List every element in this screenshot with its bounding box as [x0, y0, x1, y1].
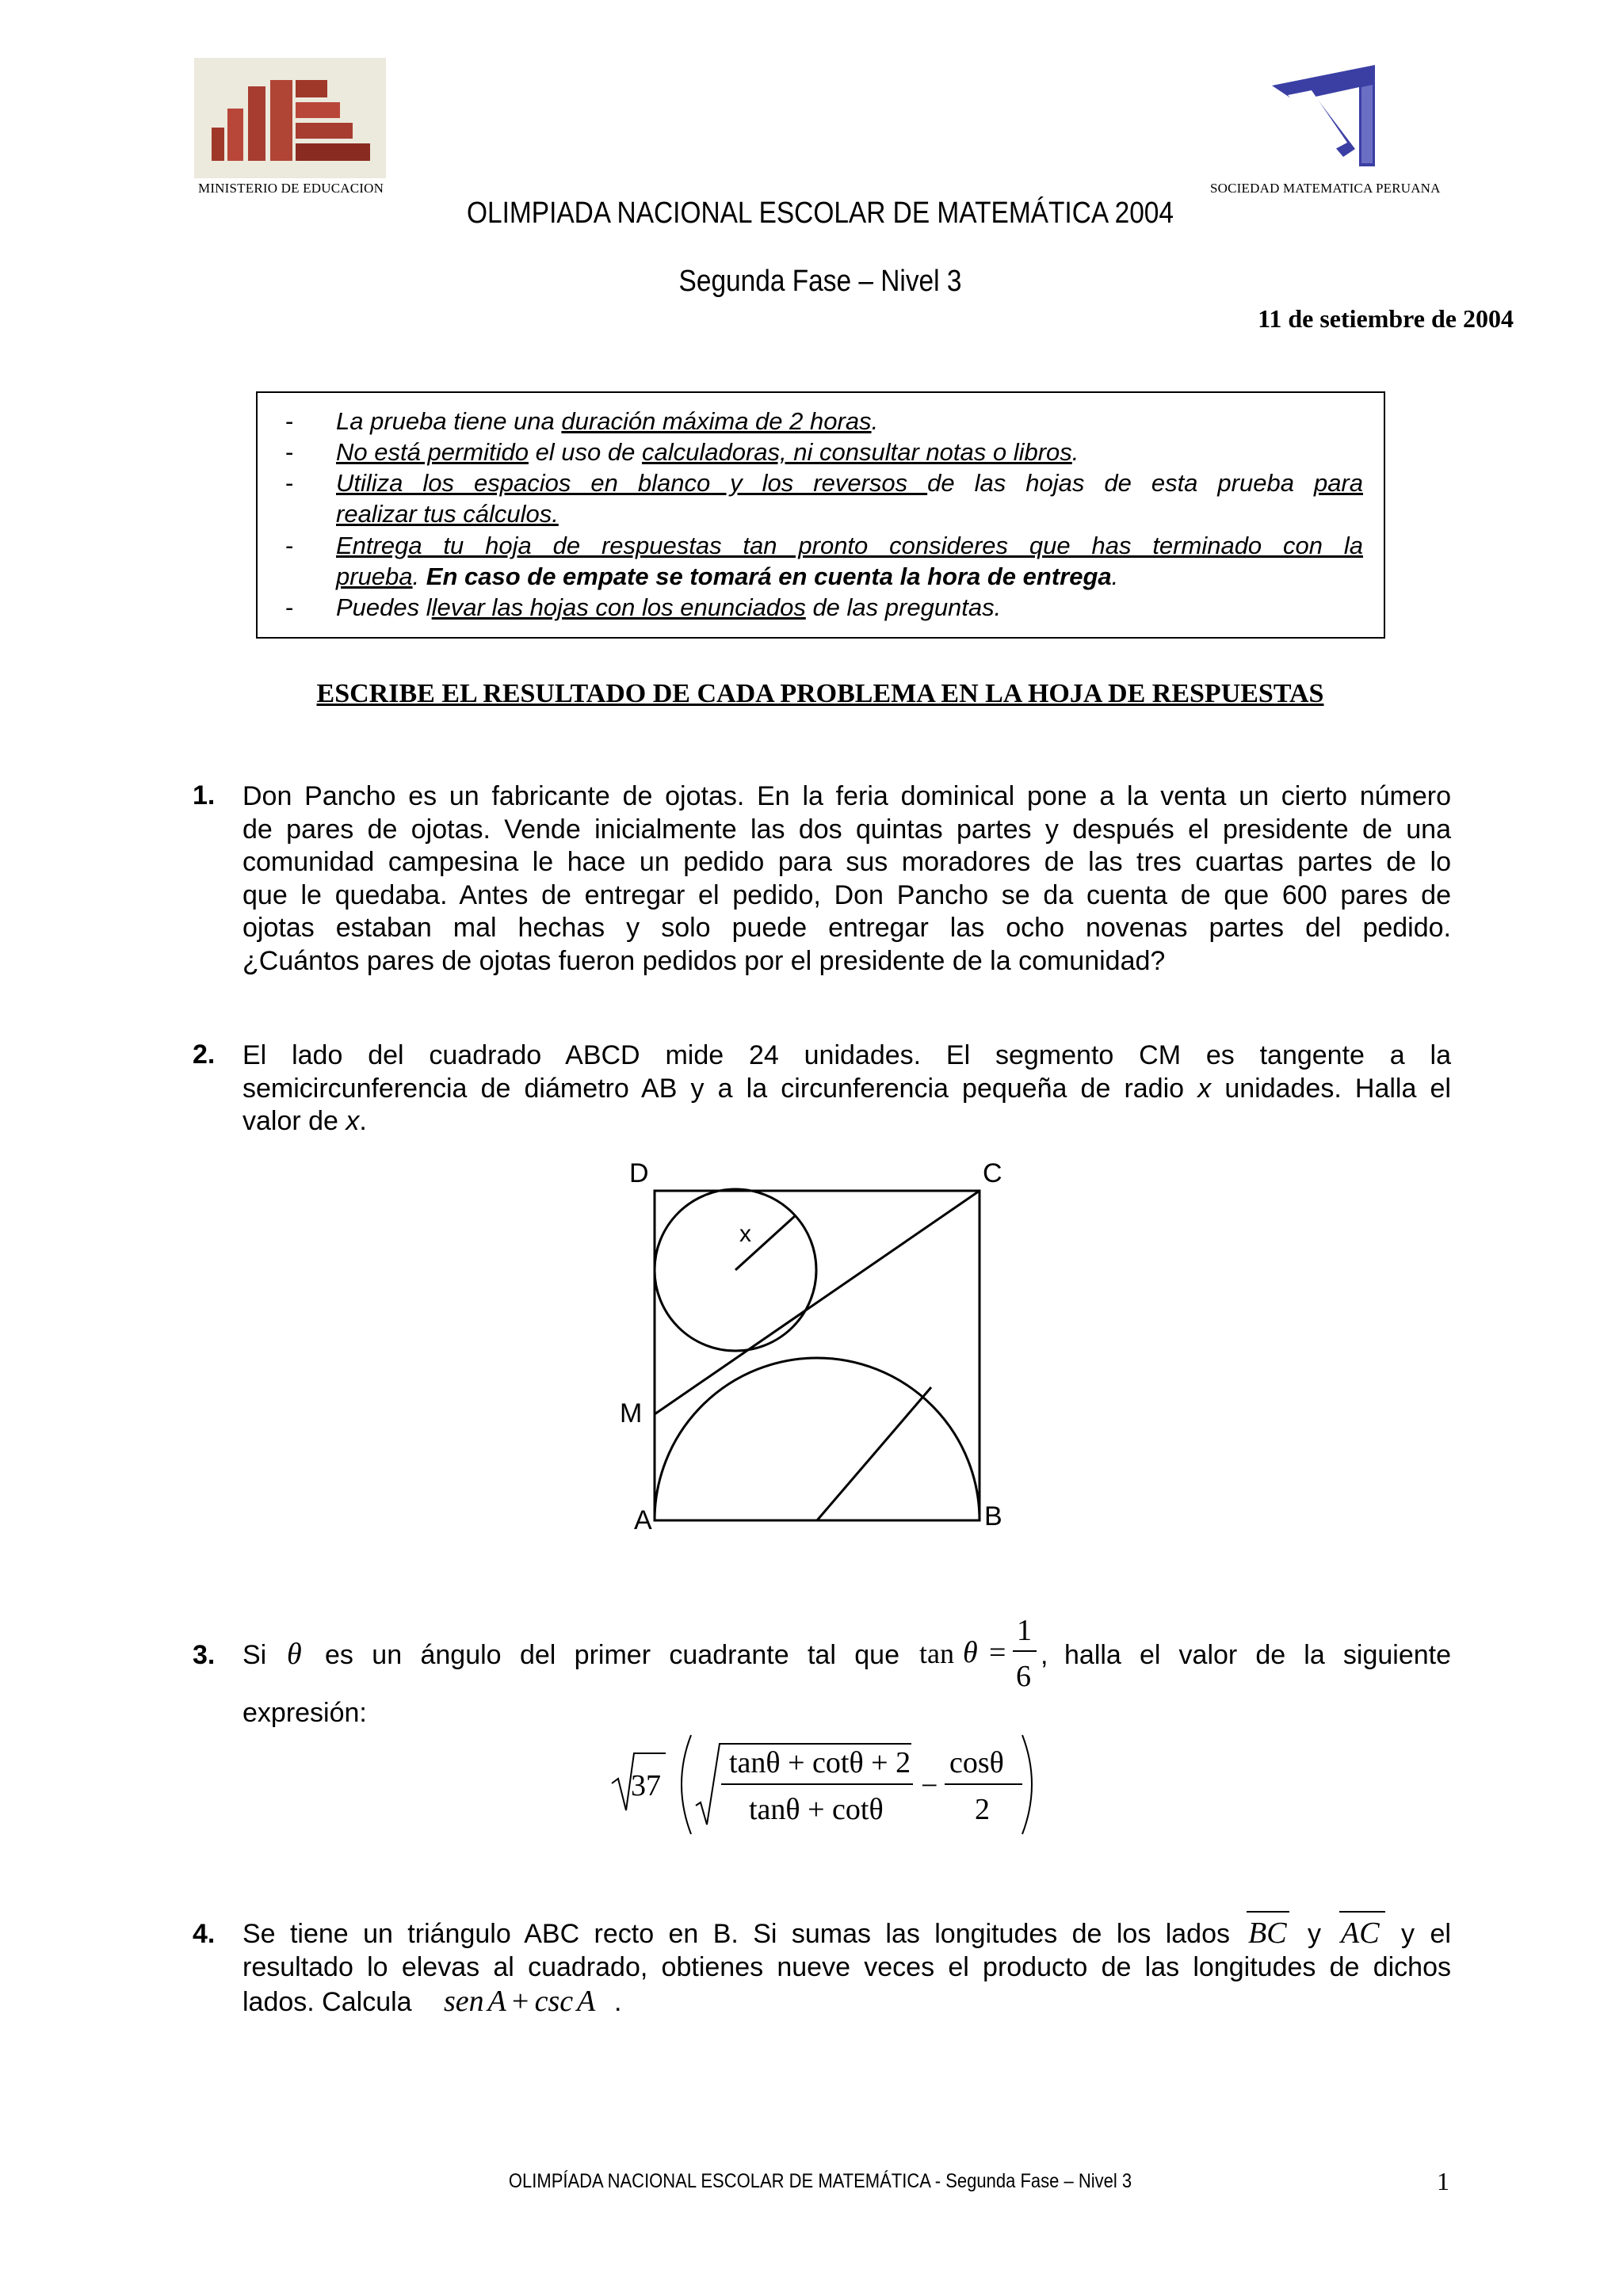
ministerio-logo	[194, 58, 386, 178]
minus-sign: −	[921, 1769, 938, 1802]
semicircle-radius	[817, 1387, 931, 1520]
problem-number: 3.	[193, 1640, 216, 1670]
problem-3-mid: es un ángulo del primer cuadrante tal que	[325, 1640, 899, 1670]
instruction-heading: ESCRIBE EL RESULTADO DE CADA PROBLEMA EN LA HOJA DE RESPUESTAS	[316, 679, 1324, 708]
left-paren	[682, 1735, 691, 1834]
label-c: C	[983, 1158, 1002, 1188]
problem-number: 4.	[193, 1919, 216, 1949]
inner-denominator: tanθ + cotθ	[749, 1793, 884, 1826]
conj-y: y	[1308, 1919, 1321, 1949]
problem-4-line2: resultado lo elevas al cuadrado, obtienes nueve veces el producto de las longitudes de dichos	[242, 1952, 1451, 1982]
frac-numerator: 1	[1017, 1614, 1032, 1647]
label-x: x	[739, 1221, 751, 1247]
inner-numerator: tanθ + cotθ + 2	[729, 1746, 911, 1779]
label-m: M	[620, 1398, 643, 1428]
page-number: 1	[1437, 2167, 1449, 2195]
label-a: A	[634, 1505, 652, 1533]
problem-4-line3: lados. Calcula	[242, 1987, 412, 2017]
cos-denominator: 2	[975, 1793, 990, 1826]
trig-expression: sen A + csc A	[444, 1985, 596, 2018]
page-footer: OLIMPÍADA NACIONAL ESCOLAR DE MATEMÁTICA - Segunda Fase – Nivel 3	[508, 2170, 1132, 2192]
problem-3-si: Si	[242, 1640, 267, 1670]
ministerio-label: MINISTERIO DE EDUCACION	[198, 181, 384, 196]
semicircle	[655, 1358, 980, 1520]
smp-logo	[1268, 63, 1383, 174]
theta-symbol: θ	[963, 1636, 978, 1669]
problem-number: 2.	[193, 1039, 216, 1070]
problem-4-line1: Se tiene un triángulo ABC recto en B. Si sumas las longitudes de los lados	[242, 1919, 1230, 1949]
theta-symbol: θ	[287, 1638, 302, 1671]
problem-number: 1.	[193, 780, 216, 810]
expression-figure	[602, 1731, 1046, 1838]
comma: ,	[1041, 1640, 1048, 1670]
overline-ac	[1339, 1911, 1385, 1913]
exam-date: 11 de setiembre de 2004	[1258, 304, 1514, 333]
overline-bc	[1247, 1911, 1289, 1913]
label-d: D	[629, 1158, 649, 1188]
period: .	[614, 1987, 622, 2017]
segment-ac: AC	[1341, 1917, 1380, 1950]
problem-4-line1-end: y el	[1401, 1919, 1451, 1949]
page-title: OLIMPIADA NACIONAL ESCOLAR DE MATEMÁTICA 2004	[467, 196, 1174, 230]
fraction-bar	[1013, 1650, 1037, 1652]
equals-sign: =	[989, 1636, 1006, 1669]
square-abcd	[655, 1191, 980, 1520]
square-figure	[618, 1153, 1014, 1533]
right-paren	[1022, 1735, 1032, 1834]
cos-numerator: cosθ	[949, 1746, 1004, 1779]
tangent-cm	[655, 1191, 980, 1414]
page-subtitle: Segunda Fase – Nivel 3	[678, 265, 962, 298]
problem-2-text: El lado del cuadrado ABCD mide 24 unidades. El segmento CM es tangente a la semicircunferencia de diámetro AB y a la circunferencia pequeña de radio x unidades. Halla el valor de x.	[242, 1040, 1451, 1136]
problem-3-end: halla el valor de la siguiente	[1064, 1640, 1451, 1670]
smp-label: SOCIEDAD MATEMATICA PERUANA	[1210, 181, 1441, 196]
sqrt-coef: 37	[631, 1769, 661, 1802]
rules-box: - La prueba tiene una duración máxima de 2 horas. - No está permitido el uso de calculadoras, ni consultar notas o libros. - Utiliza los espacios en blanco y los reversos de las hojas de esta prueba para realizar tus cálculos. - Entrega tu hoja de respuestas tan pronto consideres que has terminado con la prueba. En caso de empate se tomará en cuenta la hora de entrega. - Puedes llevar las hojas con los enunciados de las preguntas.	[256, 391, 1385, 639]
problem-3-line2: expresión:	[242, 1698, 367, 1728]
segment-bc: BC	[1248, 1917, 1287, 1950]
frac-denominator: 6	[1016, 1660, 1031, 1693]
smp-logo-graphic	[1268, 63, 1383, 174]
label-b: B	[984, 1501, 1002, 1531]
problem-1-text: Don Pancho es un fabricante de ojotas. En la feria dominical pone a la venta un cierto número de pares de ojotas. Vende inicialmente las dos quintas partes y después el presidente de una comunidad campesina le hace un pedido para sus moradores de las tres cuartas partes de lo que le quedaba. Antes de entregar el pedido, Don Pancho se da cuenta de que 600 pares de ojotas estaban mal hechas y solo puede entregar las ocho novenas partes del pedido. ¿Cuántos pares de ojotas fueron pedidos por el presidente de la comunidad?	[242, 781, 1451, 976]
ministerio-logo-graphic	[194, 58, 386, 178]
tan-label: tan	[919, 1638, 954, 1669]
